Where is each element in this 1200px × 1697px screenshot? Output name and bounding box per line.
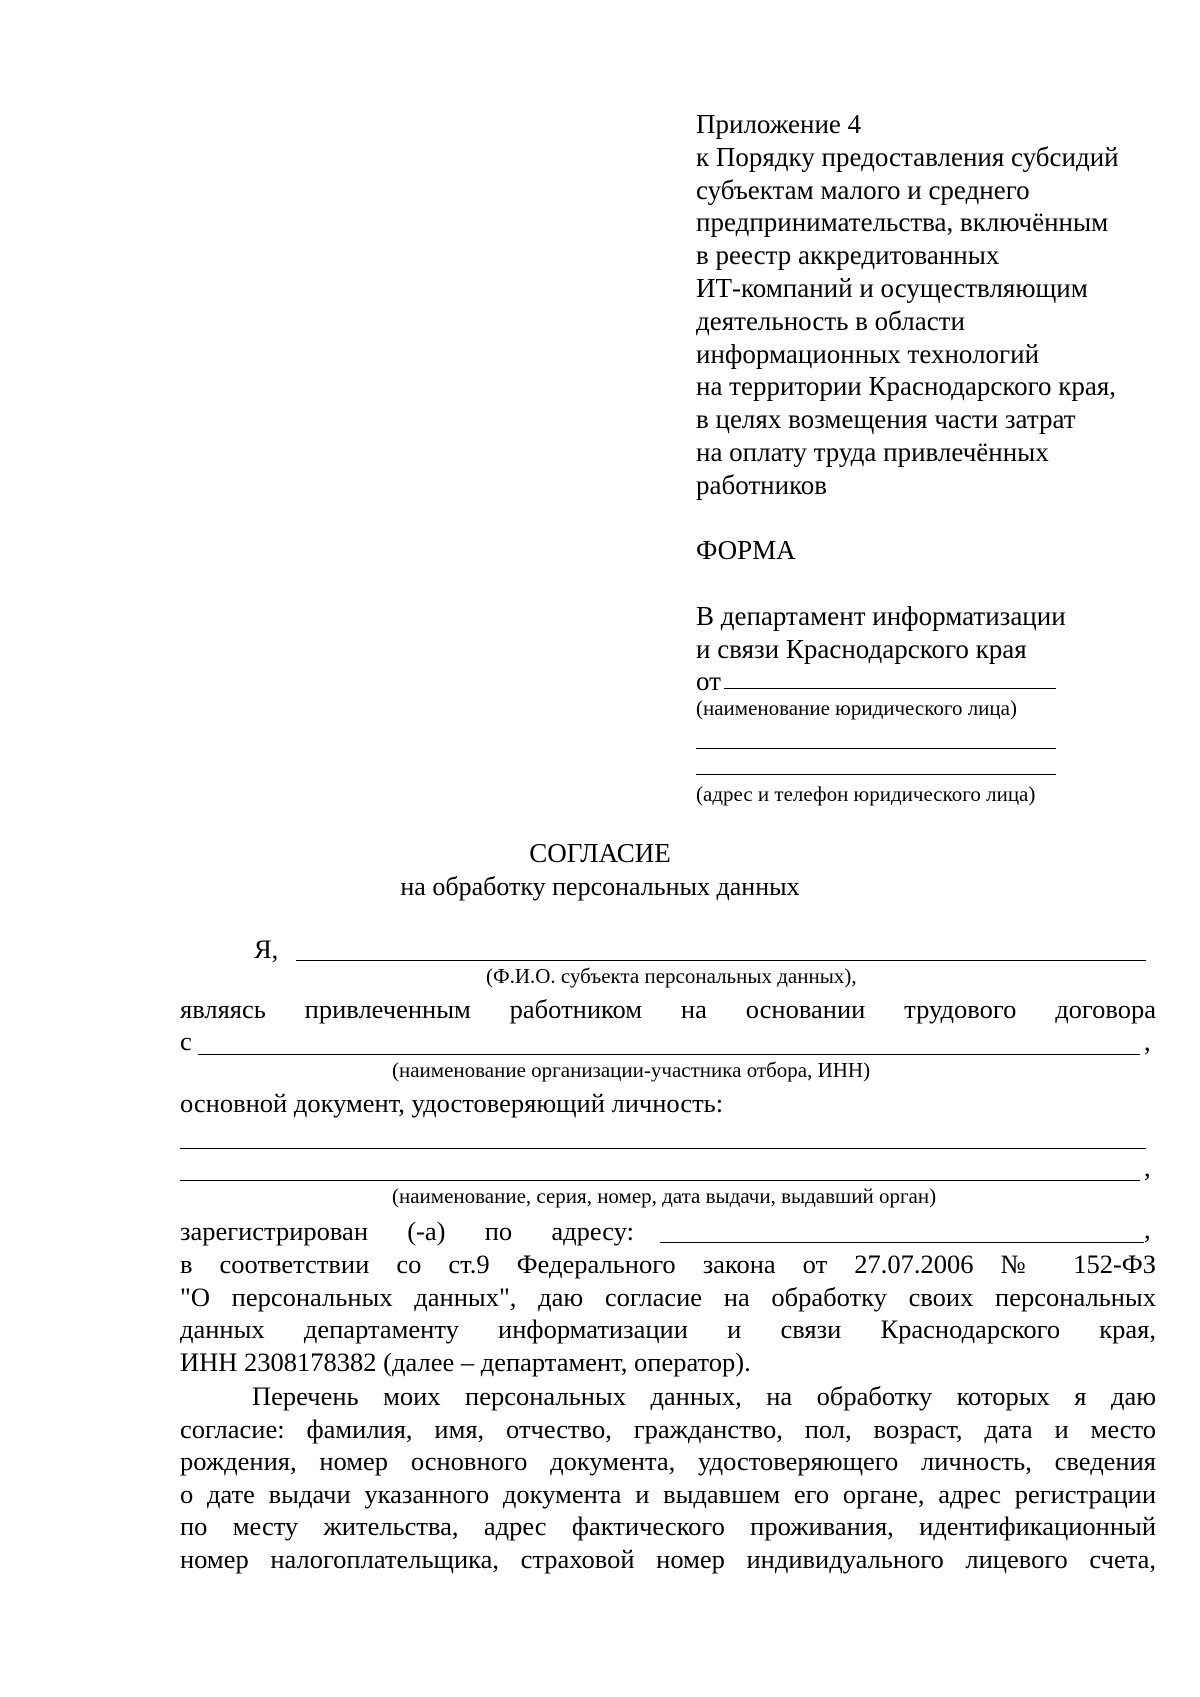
appendix-line: работников	[696, 469, 828, 500]
registration-address-field[interactable]	[660, 1242, 1144, 1243]
entity-address-field-2[interactable]	[696, 774, 1056, 775]
addressee-line-2: и связи Краснодарского края	[696, 633, 1027, 664]
employee-word: трудового	[904, 994, 1017, 1024]
appendix-line: к Порядку предоставления субсидий	[696, 141, 1119, 172]
appendix-line: на территории Краснодарского края,	[696, 371, 1117, 402]
document-title: СОГЛАСИЕ	[529, 838, 671, 868]
registered-label	[180, 1216, 634, 1247]
paragraph-line: согласие: фамилия, имя, отчество, гражданство, пол, возраст, дата и место	[180, 1413, 1156, 1444]
appendix-line: деятельность в области	[696, 305, 965, 336]
appendix-line: Приложение 4	[696, 109, 862, 139]
appendix-line: предпринимательства, включённым	[696, 207, 1109, 238]
paragraph-line: номер налогоплательщика, страховой номер индивидуального лицевого счета,	[180, 1543, 1156, 1574]
paragraph-line: данных департаменту информатизации и связи Краснодарского края,	[180, 1314, 1156, 1344]
employee-word: договора	[1055, 994, 1156, 1024]
employee-word: являясь	[180, 994, 266, 1024]
appendix-line: в целях возмещения части затрат	[696, 404, 1076, 435]
fio-caption: (Ф.И.О. субъекта персональных данных),	[486, 964, 857, 988]
identity-document-field-1[interactable]	[180, 1148, 1146, 1149]
fio-field[interactable]	[296, 960, 1146, 961]
identity-document-field-2[interactable]	[180, 1180, 1140, 1181]
employee-word: привлеченным	[304, 994, 471, 1024]
appendix-line: ИТ-компаний и осуществляющим	[696, 272, 1088, 303]
employee-line	[180, 994, 1156, 1025]
identity-document-caption: (наименование, серия, номер, дата выдачи, выдавший орган)	[392, 1184, 937, 1208]
document-subtitle: на обработку персональных данных	[400, 872, 800, 901]
with-label: с	[180, 1026, 192, 1056]
i-label: Я,	[254, 934, 279, 964]
entity-address-caption: (адрес и телефон юридического лица)	[696, 782, 1036, 806]
registered-word: по	[484, 1216, 513, 1246]
registered-word: адресу:	[551, 1216, 634, 1246]
law-paragraph	[180, 1248, 1156, 1378]
paragraph-line: рождения, номер основного документа, удостоверяющего личность, сведения	[180, 1446, 1156, 1476]
addressee-from-label: от	[696, 666, 721, 696]
identity-document-label: основной документ, удостоверяющий личность:	[180, 1088, 724, 1118]
paragraph-line: о дате выдачи указанного документа и выдавшем его органе, адрес регистрации	[180, 1478, 1156, 1509]
employee-word: на	[680, 994, 707, 1024]
personal-data-list-paragraph	[180, 1380, 1156, 1575]
entity-address-field-1[interactable]	[696, 748, 1056, 749]
employee-word: основании	[745, 994, 866, 1024]
addressee-line-1: В департамент информатизации	[696, 601, 1066, 631]
paragraph-line: "О персональных данных", даю согласие на обработку своих персональных	[180, 1281, 1156, 1312]
organization-field[interactable]	[198, 1054, 1140, 1055]
employee-word: работником	[509, 994, 643, 1024]
comma: ,	[1144, 1152, 1151, 1182]
entity-name-caption: (наименование юридического лица)	[696, 696, 1017, 720]
paragraph-line: по месту жительства, адрес фактического проживания, идентификационный	[180, 1511, 1156, 1541]
appendix-line: в реестр аккредитованных	[696, 240, 1000, 271]
paragraph-line: ИНН 2308178382 (далее – департамент, оператор).	[180, 1346, 751, 1377]
entity-name-field[interactable]	[724, 688, 1056, 689]
appendix-header	[696, 108, 1156, 502]
registered-word: зарегистрирован	[180, 1216, 368, 1246]
comma: ,	[1144, 1214, 1151, 1244]
paragraph-line: Перечень моих персональных данных, на обработку которых я даю	[252, 1381, 1156, 1411]
form-label: ФОРМА	[696, 535, 796, 565]
paragraph-line: в соответствии со ст.9 Федерального закона от 27.07.2006 № 152-ФЗ	[180, 1249, 1156, 1279]
registered-word: (-а)	[407, 1216, 446, 1246]
appendix-line: субъектам малого и среднего	[696, 174, 1030, 205]
appendix-line: на оплату труда привлечённых	[696, 436, 1049, 467]
appendix-line: информационных технологий	[696, 338, 1040, 369]
addressee-block	[696, 600, 1066, 698]
organization-caption: (наименование организации-участника отбора, ИНН)	[392, 1058, 871, 1082]
comma: ,	[1144, 1026, 1151, 1056]
